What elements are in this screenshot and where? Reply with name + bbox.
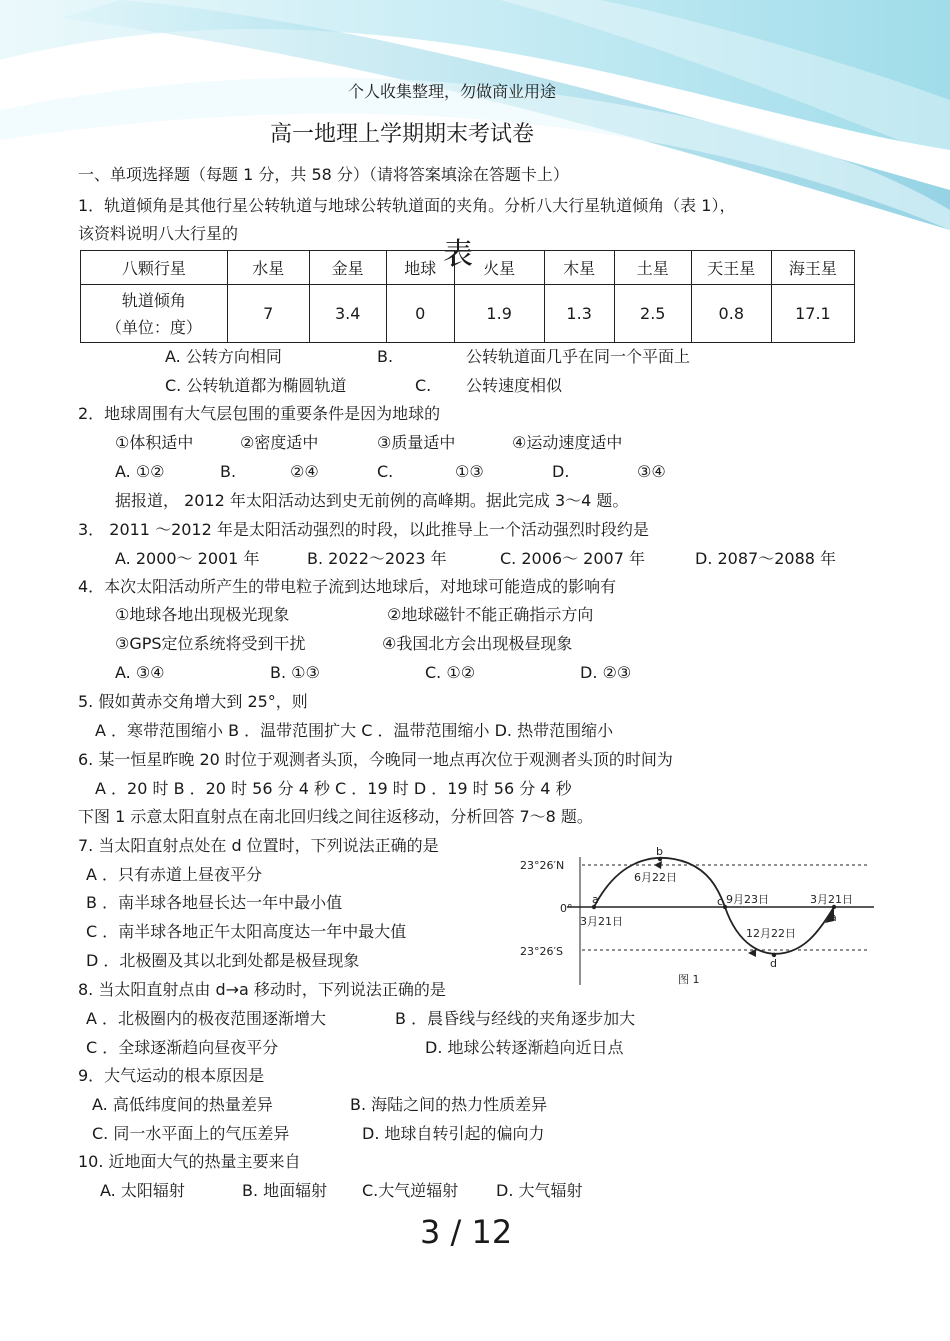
q4-stem: 4．本次太阳活动所产生的带电粒子流到达地球后，对地球可能造成的影响有: [78, 577, 617, 596]
intro-q7-q8: 下图 1 示意太阳直射点在南北回归线之间往返移动，分析回答 7～8 题。: [78, 807, 593, 826]
q2-option-a: A. ①②: [115, 462, 165, 481]
q2-item: ④运动速度适中: [512, 433, 623, 452]
q7-option-c: C ．南半球各地正午太阳高度达一年中最大值: [86, 922, 407, 941]
q4-option-d: D. ②③: [580, 663, 632, 682]
label-date-dec22: 12月22日: [746, 927, 796, 940]
q8-option-c: C ．全球逐渐趋向昼夜平分: [86, 1038, 279, 1057]
q9-option-b: B. 海陆之间的热力性质差异: [350, 1095, 548, 1114]
subsolar-point-diagram: [512, 845, 877, 993]
table-value: 1.3: [544, 285, 614, 343]
q7-option-b: B ．南半球各地昼长达一年中最小值: [86, 893, 343, 912]
q5-stem: 5. 假如黄赤交角增大到 25°，则: [78, 692, 308, 711]
q1-stem-line1: 1．轨道倾角是其他行星公转轨道与地球公转轨道面的夹角。分析八大行星轨道倾角（表 1），: [78, 196, 736, 215]
q4-item: ①地球各地出现极光现象: [115, 605, 290, 624]
q1-option-c: C. 公转轨道都为椭圆轨道: [165, 376, 347, 395]
q3-option-c: C. 2006～ 2007 年: [500, 549, 645, 568]
q2-item: ②密度适中: [240, 433, 319, 452]
row-label-line1: 轨道倾角: [121, 290, 186, 310]
q1-option-a: A. 公转方向相同: [165, 347, 282, 366]
table-value: 1.9: [454, 285, 544, 343]
row-label-line2: （单位：度）: [105, 317, 202, 337]
q1-stem-line2: 该资料说明八大行星的: [78, 224, 239, 243]
table-value: 0: [386, 285, 454, 343]
label-south-tropic: 23°26′S: [520, 945, 563, 958]
table-row-label: [81, 285, 228, 343]
q7-option-d: D ．北极圈及其以北到处都是极昼现象: [86, 951, 360, 970]
q10-option-d: D. 大气辐射: [496, 1181, 583, 1200]
label-equator: 0°: [560, 902, 573, 915]
table-planet: 海王星: [771, 251, 854, 285]
curve-arrow-icon: [654, 861, 662, 869]
label-date-jun22: 6月22日: [634, 871, 677, 884]
table-value: 7: [227, 285, 309, 343]
q2-item: ①体积适中: [115, 433, 194, 452]
q2-option-d-label: D.: [552, 462, 570, 481]
q1-option-b-text: 公转轨道面几乎在同一个平面上: [466, 347, 691, 366]
q4-item: ④我国北方会出现极昼现象: [382, 634, 573, 653]
orbit-inclination-table: [80, 250, 855, 343]
q4-item: ②地球磁针不能正确指示方向: [387, 605, 594, 624]
q4-option-b: B. ①③: [270, 663, 320, 682]
subsolar-point-curve: [594, 858, 834, 954]
q7-stem: 7. 当太阳直射点处在 d 位置时，下列说法正确的是: [78, 836, 439, 855]
table-planet: 天王星: [691, 251, 771, 285]
q8-option-d: D. 地球公转逐渐趋向近日点: [425, 1038, 624, 1057]
q2-option-d-value: ③④: [637, 462, 666, 481]
table-value: 0.8: [691, 285, 771, 343]
q9-option-d: D. 地球自转引起的偏向力: [362, 1124, 545, 1143]
q1-option-d-label: C.: [415, 376, 432, 395]
table-planet: 土星: [614, 251, 691, 285]
page-title: 高一地理上学期期末考试卷: [270, 122, 535, 147]
table-value: 3.4: [309, 285, 386, 343]
q9-stem: 9．大气运动的根本原因是: [78, 1066, 265, 1085]
table-planet: 火星: [454, 251, 544, 285]
label-point-b: b: [656, 845, 663, 858]
q8-option-b: B ．晨昏线与经线的夹角逐步加大: [395, 1009, 636, 1028]
label-point-d: d: [770, 957, 777, 970]
q3-option-a: A. 2000～ 2001 年: [115, 549, 260, 568]
label-date-sep23: 9月23日: [726, 893, 769, 906]
q10-option-a: A. 太阳辐射: [100, 1181, 185, 1200]
figure-caption: 图 1: [678, 973, 700, 986]
label-point-a2: a: [830, 911, 837, 924]
q4-option-a: A. ③④: [115, 663, 165, 682]
q4-option-c: C. ①②: [425, 663, 476, 682]
q7-option-a: A ．只有赤道上昼夜平分: [86, 865, 263, 884]
table-value: 2.5: [614, 285, 691, 343]
q8-option-a: A ．北极圈内的极夜范围逐渐增大: [86, 1009, 327, 1028]
q2-stem: 2．地球周围有大气层包围的重要条件是因为地球的: [78, 404, 441, 423]
page-number: 3 / 12: [420, 1213, 513, 1251]
q2-option-c-value: ①③: [455, 462, 484, 481]
q3-stem: 3． 2011 ～2012 年是太阳活动强烈的时段，以此推导上一个活动强烈时段约是: [78, 520, 649, 539]
label-date-mar21-2: 3月21日: [810, 893, 853, 906]
header-note: 个人收集整理，勿做商业用途: [348, 82, 557, 101]
q1-option-b-label: B.: [377, 347, 394, 366]
table-header-label: 八颗行星: [81, 251, 228, 285]
label-date-mar21: 3月21日: [580, 915, 623, 928]
table-planet: 金星: [309, 251, 386, 285]
q3-option-b: B. 2022～2023 年: [307, 549, 447, 568]
q10-option-c: C.大气逆辐射: [362, 1181, 459, 1200]
q4-item: ③GPS定位系统将受到干扰: [115, 634, 306, 653]
table-planet: 地球: [386, 251, 454, 285]
q5-options: A ．寒带范围缩小 B ．温带范围扩大 C ．温带范围缩小 D. 热带范围缩小: [95, 721, 614, 740]
q2-item: ③质量适中: [377, 433, 456, 452]
table-planet: 木星: [544, 251, 614, 285]
q2-option-b-label: B.: [220, 462, 237, 481]
q9-option-c: C. 同一水平面上的气压差异: [92, 1124, 290, 1143]
label-point-c: c: [717, 895, 724, 908]
q8-stem: 8. 当太阳直射点由 d→a 移动时，下列说法正确的是: [78, 980, 446, 999]
q2-option-b-value: ②④: [290, 462, 319, 481]
q3-option-d: D. 2087～2088 年: [695, 549, 837, 568]
q6-options: A ．20 时 B ．20 时 56 分 4 秒 C ．19 时 D ．19 时 56 分 4 秒: [95, 779, 572, 798]
q6-stem: 6. 某一恒星昨晚 20 时位于观测者头顶，今晚同一地点再次位于观测者头顶的时间为: [78, 750, 673, 769]
section-heading: 一、单项选择题（每题 1 分，共 58 分）（请将答案填涂在答题卡上）: [78, 165, 569, 184]
table-caption-char: 表: [443, 237, 473, 272]
q2-option-c-label: C.: [377, 462, 394, 481]
q10-option-b: B. 地面辐射: [242, 1181, 328, 1200]
label-point-a: a: [592, 893, 599, 906]
q1-option-d-text: 公转速度相似: [466, 376, 563, 395]
intro-q3-q4: 据报道， 2012 年太阳活动达到史无前例的高峰期。据此完成 3～4 题。: [115, 491, 629, 510]
q9-option-a: A. 高低纬度间的热量差异: [92, 1095, 273, 1114]
table-value: 17.1: [771, 285, 854, 343]
label-north-tropic: 23°26′N: [520, 859, 565, 872]
table-planet: 水星: [227, 251, 309, 285]
q10-stem: 10. 近地面大气的热量主要来自: [78, 1152, 301, 1171]
